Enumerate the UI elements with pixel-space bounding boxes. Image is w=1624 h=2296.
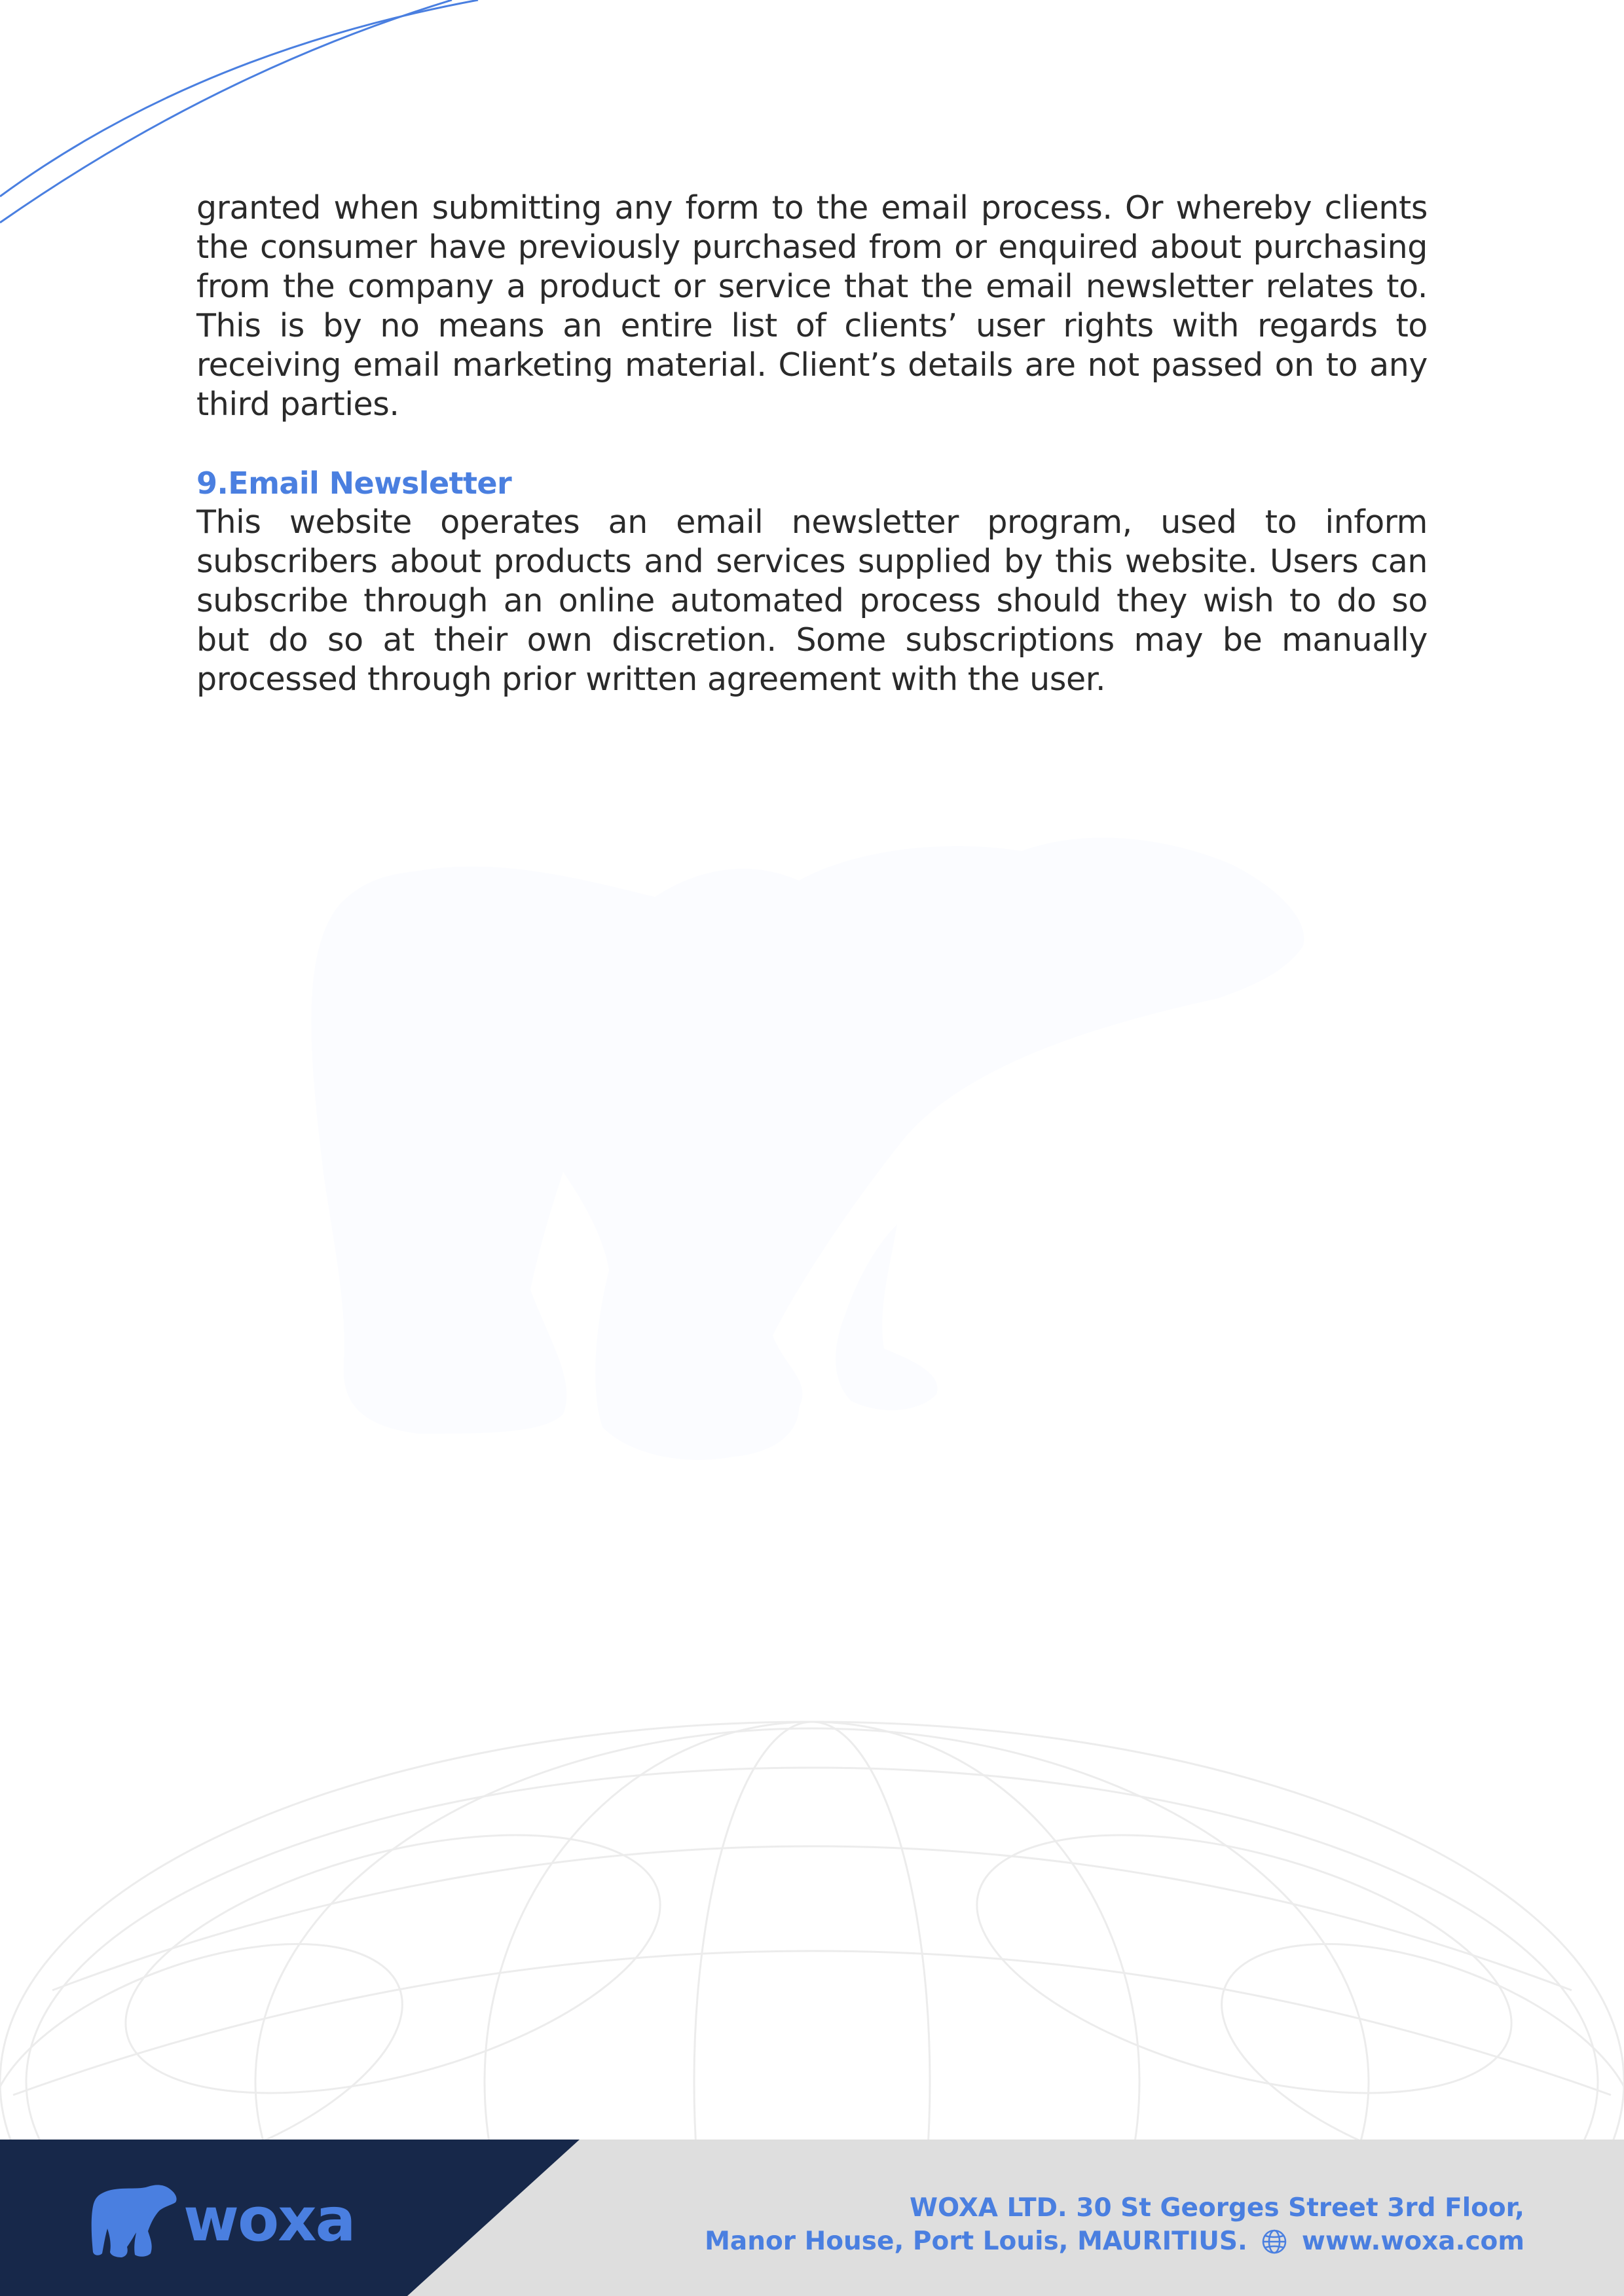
address-line-1: WOXA LTD. 30 St Georges Street 3rd Floor, (909, 2193, 1524, 2223)
footer (0, 2140, 1624, 2296)
document-body (196, 189, 1428, 699)
section-heading-email-newsletter: 9.Email Newsletter (196, 465, 512, 501)
woxa-logo (90, 2180, 355, 2259)
paragraph-email-newsletter: This website operates an email newsletter program, used to inform subscribers about products and services supplied by this website. Users can subscribe through an online automated process should they wish to do so but do so at their own discretion. Some subscriptions may be manually processed through prior written agreement with the user. (196, 503, 1428, 698)
paragraph-consent: granted when submitting any form to the email process. Or whereby clients the consumer have previously purchased from or enquired about purchasing from the company a product or service that the email newsletter relates to. This is by no means an entire list of clients’ user rights with regards to receiving email marketing material. Client’s details are not passed on to any third parties. (196, 189, 1428, 423)
logo-text: woxa (183, 2184, 355, 2255)
globe-icon (1261, 2229, 1287, 2255)
address-line-2-row (705, 2224, 1524, 2257)
website-link[interactable]: www.woxa.com (1301, 2227, 1524, 2256)
company-address (705, 2192, 1524, 2257)
address-line-2: Manor House, Port Louis, MAURITIUS. (705, 2227, 1247, 2256)
bear-logo-icon (90, 2180, 179, 2259)
bear-watermark-icon (311, 838, 1304, 1460)
